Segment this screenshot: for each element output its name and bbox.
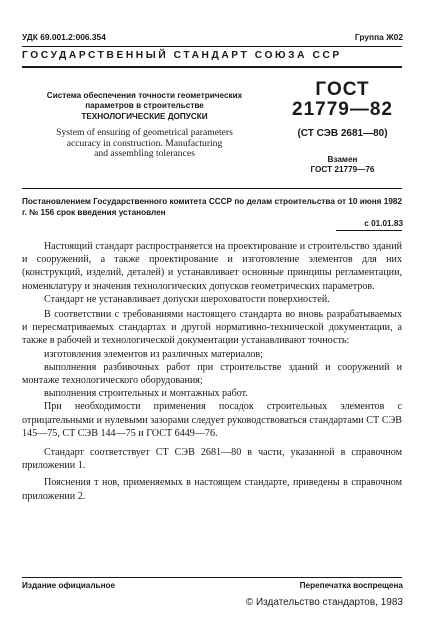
gost-label: ГОСТ: [315, 79, 370, 100]
paragraph-correspondence: Стандарт соответствует СТ СЭВ 2681—80 в части, указанной в справочном приложении 1.: [22, 447, 402, 472]
replaces-value: ГОСТ 21779—76: [310, 165, 375, 174]
replaces-block: [280, 155, 405, 175]
udk-code: УДК 69.001.2:006.354: [22, 32, 106, 42]
title-english: [22, 128, 267, 160]
paragraph-terms: Пояснения т нов, применяемых в настоящем стандарте, приведены в справочном приложении 2.: [22, 477, 402, 502]
decree-text: Постановлением Государственного комитета СССР по делам строительства от 10 июня 1982 г. № 156 срок введения установлен: [22, 197, 402, 218]
state-standard-line: ГОСУДАРСТВЕННЫЙ СТАНДАРТ СОЮЗА ССР: [22, 50, 342, 61]
paragraph-requirements: В соответствии с требованиями настоящего стандарта во вновь разрабатываемых и пересматриваемых стандартах и другой нормативно-технической документации, а также в рабочей и технологической документации устанавливают точность:: [22, 309, 402, 347]
st-sev-reference: (СТ СЭВ 2681—80): [297, 128, 388, 139]
group-code: Группа Ж02: [354, 32, 403, 42]
title-en-line-2: accuracy in construction. Manufacturing: [66, 137, 223, 149]
title-russian: [22, 91, 267, 122]
footer-rule: [22, 577, 402, 578]
list-item: выполнения разбивочных работ при строительстве зданий и сооружений и монтаже технологического оборудования;: [22, 361, 402, 387]
title-en-line-3: and assembling tolerances: [94, 148, 195, 160]
title-ru-line-3: ТЕХНОЛОГИЧЕСКИЕ ДОПУСКИ: [81, 111, 208, 121]
official-edition-label: Издание официальное: [22, 581, 116, 590]
header-rule-bottom: [22, 66, 402, 68]
header-rule-top: [22, 46, 402, 47]
title-ru-line-2: параметров в строительстве: [85, 101, 204, 111]
effective-date: с 01.01.83: [364, 219, 403, 228]
paragraph-scope: Настоящий стандарт распространяется на проектирование и строительство зданий и сооружений, а также проектирование и изготовление элементов для них (конструкций, изделий, деталей) и устанавливает основные принципы регламентации, номенклатуру и значения технологических допусков геометрических параметров.: [22, 241, 402, 292]
copyright-line: © Издательство стандартов, 1983: [245, 597, 403, 608]
date-underline: [336, 230, 402, 231]
title-rule: [22, 188, 402, 189]
reprint-prohibited-label: Перепечатка воспрещена: [299, 581, 403, 590]
gost-number: 21779—82: [292, 99, 393, 120]
gost-designation: [280, 80, 405, 120]
paragraph-fits: При необходимости применения посадок строительных элементов с отрицательными и нулевыми зазорами следует руководствоваться стандартами СТ СЭВ 145—75, СТ СЭВ 144—75 и ГОСТ 6449—76.: [22, 401, 402, 439]
replaces-label: Взамен: [327, 155, 358, 164]
title-en-line-1: System of ensuring of geometrical parameters: [56, 127, 233, 138]
document-body: [22, 240, 402, 503]
list-item: выполнения строительных и монтажных работ.: [44, 388, 248, 400]
list-item: изготовления элементов из различных материалов;: [44, 348, 263, 360]
paragraph-roughness: Стандарт не устанавливает допуски шероховатости поверхностей.: [44, 293, 330, 305]
title-ru-line-1: Система обеспечения точности геометрических: [46, 91, 243, 100]
